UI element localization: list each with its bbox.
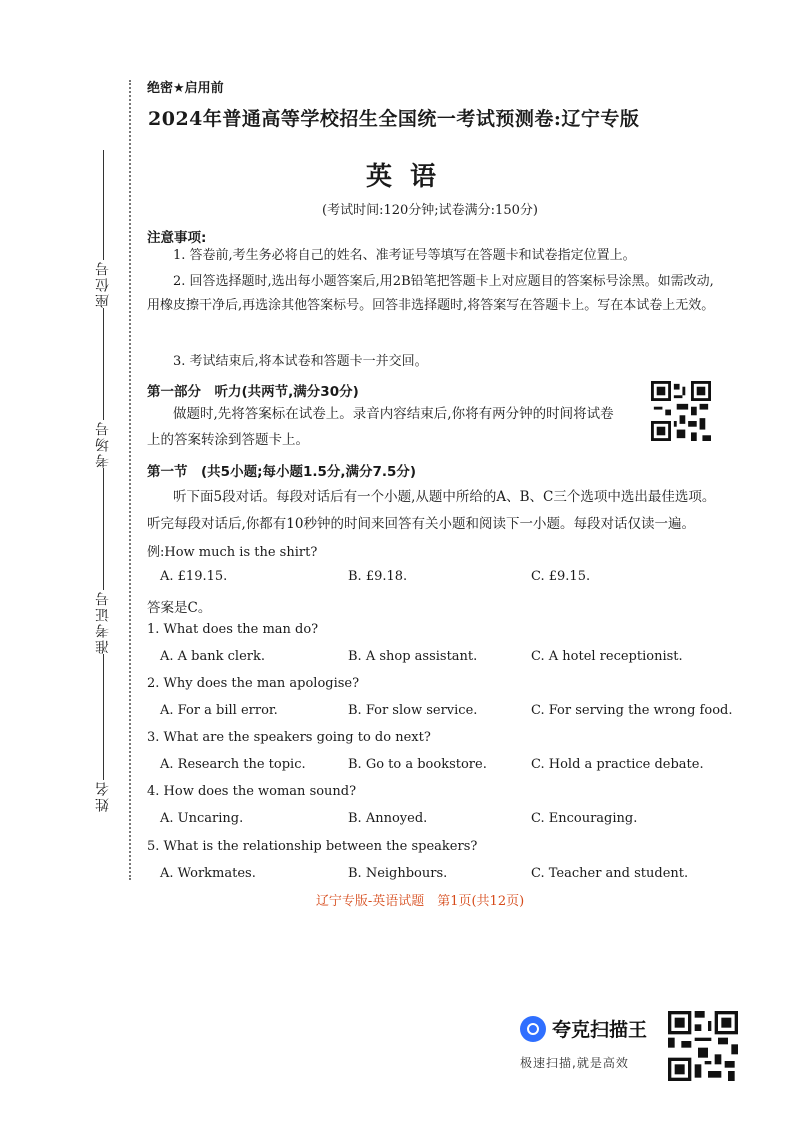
note-item-1: 1. 答卷前,考生务必将自己的姓名、准考证号等填写在答题卡和试卷指定位置上。	[173, 248, 636, 263]
question-1-option-a: A. A bank clerk.	[160, 649, 265, 664]
name-field	[92, 735, 114, 812]
question-2-option-c: C. For serving the wrong food.	[531, 703, 733, 718]
confidential-mark: 绝密★启用前	[147, 81, 224, 96]
seat-label: 座位号	[95, 260, 111, 308]
question-1-option-c: C. A hotel receptionist.	[531, 649, 683, 664]
scanner-logo-icon	[520, 1016, 546, 1042]
ticket-blank-line	[103, 530, 104, 590]
example-option-b: B. £9.18.	[348, 569, 408, 584]
question-1: 1. What does the man do?	[147, 622, 319, 637]
scanner-brand-name: 夸克扫描王	[552, 1019, 648, 1041]
question-2-option-a: A. For a bill error.	[160, 703, 278, 718]
question-4-option-a: A. Uncaring.	[160, 811, 244, 826]
question-3-option-a: A. Research the topic.	[160, 757, 306, 772]
qr-code-icon	[651, 381, 711, 441]
section1-description: 听下面5段对话。每段对话后有一个小题,从题中所给的A、B、C三个选项中选出最佳选项。听完每段对话后,你都有10秒钟的时间来回答有关小题和阅读下一小题。每段对话仅读一遍。	[147, 489, 716, 532]
name-blank-line	[103, 735, 104, 780]
room-field	[92, 340, 114, 538]
note-item-3: 3. 考试结束后,将本试卷和答题卡一并交回。	[173, 354, 428, 369]
example-question: 例:How much is the shirt?	[147, 545, 318, 560]
notes-title: 注意事项:	[147, 230, 207, 246]
scanner-brand	[520, 1015, 647, 1042]
question-3-option-c: C. Hold a practice debate.	[531, 757, 704, 772]
room-blank-line	[103, 340, 104, 420]
question-3: 3. What are the speakers going to do next?	[147, 730, 431, 745]
question-4: 4. How does the woman sound?	[147, 784, 357, 799]
scanner-qr-code-icon	[668, 1011, 738, 1081]
question-1-option-b: B. A shop assistant.	[348, 649, 478, 664]
exam-title: 2024年普通高等学校招生全国统一考试预测卷:辽宁专版	[148, 108, 640, 130]
example-option-c: C. £9.15.	[531, 569, 591, 584]
question-5-option-a: A. Workmates.	[160, 866, 256, 881]
room-label: 考场号	[95, 420, 111, 468]
part1-description: 做题时,先将答案标在试卷上。录音内容结束后,你将有两分钟的时间将试卷上的答案转涂到答题卡上。	[147, 406, 614, 448]
example-answer: 答案是C。	[147, 600, 212, 616]
note-item-2: 2. 回答选择题时,选出每小题答案后,用2B铅笔把答题卡上对应题目的答案标号涂黑。如需改动,用橡皮擦干净后,再选涂其他答案标号。回答非选择题时,将答案写在答题卡上。写在本试卷上无效。	[147, 274, 715, 313]
question-5: 5. What is the relationship between the speakers?	[147, 839, 478, 854]
example-option-a: A. £19.15.	[160, 569, 228, 584]
question-4-option-b: B. Annoyed.	[348, 811, 428, 826]
exam-info: (考试时间:120分钟;试卷满分:150分)	[322, 203, 538, 218]
question-4-option-c: C. Encouraging.	[531, 811, 638, 826]
question-5-option-c: C. Teacher and student.	[531, 866, 689, 881]
ticket-field	[92, 530, 114, 739]
name-label: 姓名	[95, 780, 111, 812]
part1-title: 第一部分 听力(共两节,满分30分)	[147, 384, 359, 400]
question-3-option-b: B. Go to a bookstore.	[348, 757, 487, 772]
question-2: 2. Why does the man apologise?	[147, 676, 360, 691]
question-5-option-b: B. Neighbours.	[348, 866, 448, 881]
question-2-option-b: B. For slow service.	[348, 703, 478, 718]
subject-title: 英语	[365, 162, 454, 192]
ticket-label: 准考证号	[95, 590, 111, 654]
section1-title: 第一节 (共5小题;每小题1.5分,满分7.5分)	[147, 464, 417, 480]
scanner-slogan: 极速扫描,就是高效	[520, 1056, 629, 1070]
page-footer: 辽宁专版-英语试题 第1页(共12页)	[315, 894, 525, 909]
